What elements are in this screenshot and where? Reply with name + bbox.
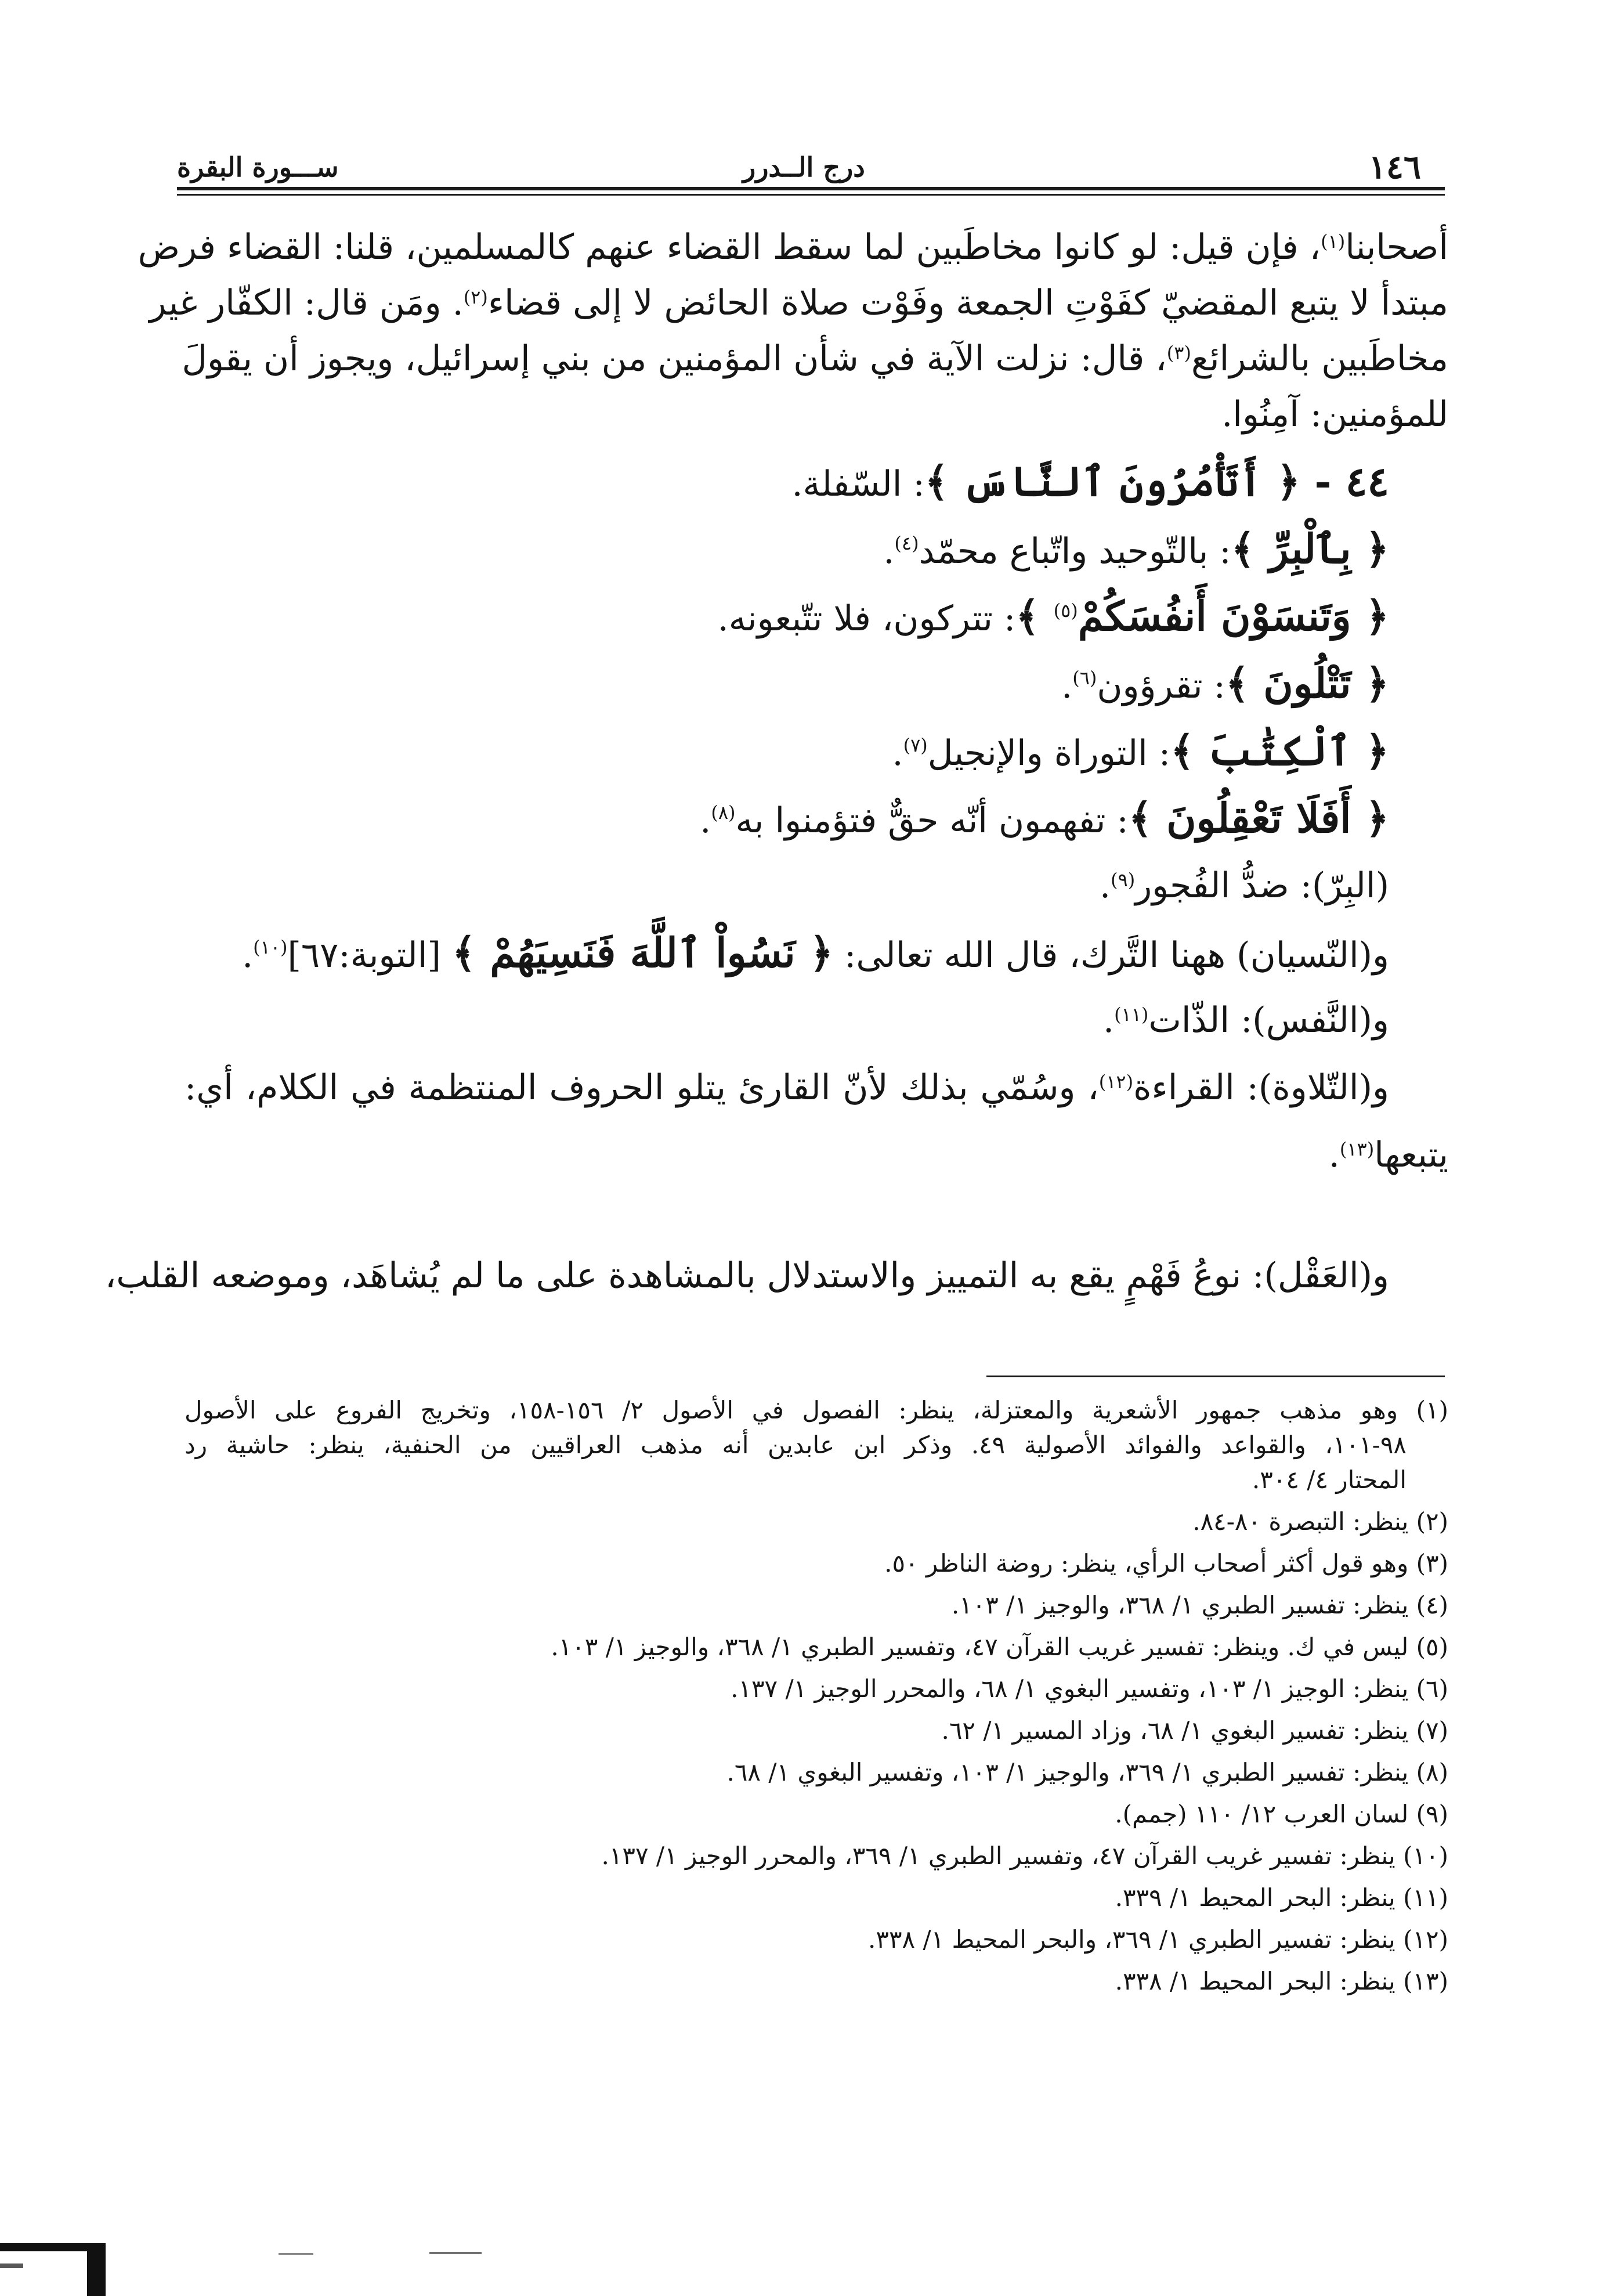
gloss-tilawa: و(التّلاوة): القراءة$^{(١٢)}$، وسُمّي بذلك لأنّ القارئ يتلو الحروف المنتظمة في الكلام، أي: xyxy=(185,1067,1389,1108)
gloss-birr: ﴿ بِٱلْبِرِّ ﴾: بالتّوحيد واتّباع محمّد$^{(٤)}$. xyxy=(883,525,1389,573)
footnote-ref: (١٢) xyxy=(1098,1071,1134,1093)
footnote-ref: (١١) xyxy=(1114,1003,1149,1026)
page-number: ١٤٦ xyxy=(1368,148,1421,186)
footnote-13: (١٣) ينظر: البحر المحيط ١/ ٣٣٨. xyxy=(1115,1967,1448,1995)
footnote-1: (١) وهو مذهب جمهور الأشعرية والمعتزلة، ينظر: الفصول في الأصول ٢/ ١٥٦-١٥٨، وتخريج الفروع على الأصول xyxy=(185,1396,1448,1424)
footnote-rule xyxy=(986,1376,1445,1377)
footnote-2: (٢) ينظر: التبصرة ٨٠-٨٤. xyxy=(1192,1507,1448,1536)
header-rule-thick xyxy=(177,187,1445,190)
gloss-birr-fujur: (البِرّ): ضدُّ الفُجور$^{(٩)}$. xyxy=(1099,865,1389,906)
footnote-ref: (١٣) xyxy=(1339,1138,1375,1160)
footnote-ref: (٣) xyxy=(1166,342,1191,364)
footnote-1-cont: ٩٨-١٠١، والقواعد والفوائد الأصولية ٤٩. وذكر ابن عابدين أنه مذهب العراقيين من الحنفية، ينظر: حاشية رد xyxy=(185,1431,1407,1459)
footnote-1-end: المحتار ٤/ ٣٠٤. xyxy=(1252,1465,1407,1494)
footnote-6: (٦) ينظر: الوجيز ١/ ١٠٣، وتفسير البغوي ١/ ٦٨، والمحرر الوجيز ١/ ١٣٧. xyxy=(731,1674,1448,1703)
footnote-10: (١٠) ينظر: تفسير غريب القرآن ٤٧، وتفسير الطبري ١/ ٣٦٩، والمحرر الوجيز ١/ ١٣٧. xyxy=(601,1842,1448,1870)
footnote-9: (٩) لسان العرب ١٢/ ١١٠ (جمم). xyxy=(1115,1800,1448,1828)
footnote-ref: (٧) xyxy=(903,734,928,756)
footnote-ref: (٨) xyxy=(711,802,736,824)
surah-title: ســـورة البقرة xyxy=(177,151,339,183)
header-rule-thin xyxy=(177,194,1445,196)
body-line-1: أصحابنا$^{(١)}$، فإن قيل: لو كانوا مخاطَبين لما سقط القضاء عنهم كالمسلمين، قلنا: القضاء فرض xyxy=(138,227,1448,268)
quran-quote: ﴿ أَتَأْمُرُونَ ٱلنَّاسَ ﴾ xyxy=(924,457,1300,506)
body-line-2: مبتدأ لا يتبع المقضيّ كفَوْتِ الجمعة وفَوْت صلاة الحائض لا إلى قضاء$^{(٢)}$. ومَن قال: الكفّار غير xyxy=(149,283,1448,323)
scan-mark xyxy=(0,2263,23,2268)
footnote-8: (٨) ينظر: تفسير الطبري ١/ ٣٦٩، والوجيز ١/ ١٠٣، وتفسير البغوي ١/ ٦٨. xyxy=(726,1758,1448,1786)
quran-quote: ﴿ بِٱلْبِرِّ ﴾ xyxy=(1231,525,1389,573)
quran-quote: ﴿ أَفَلَا تَعْقِلُونَ ﴾ xyxy=(1128,794,1389,842)
footnote-11: (١١) ينظر: البحر المحيط ١/ ٣٣٩. xyxy=(1115,1883,1448,1912)
gloss-aql: ﴿ أَفَلَا تَعْقِلُونَ ﴾: تفهمون أنّه حقٌّ فتؤمنوا به$^{(٨)}$. xyxy=(700,794,1389,842)
footnote-ref: (٢) xyxy=(463,286,488,308)
quran-quote: ﴿ وَتَنسَوْنَ أَنفُسَكُمْ xyxy=(1078,592,1389,640)
footnote-ref: (٦) xyxy=(1072,667,1097,689)
quran-quote: ﴿ نَسُواْ ٱللَّهَ فَنَسِيَهُمْ ﴾ xyxy=(452,929,834,977)
book-title: درج الــدرر xyxy=(743,151,865,183)
footnote-12: (١٢) ينظر: تفسير الطبري ١/ ٣٦٩، والبحر المحيط ١/ ٣٣٨. xyxy=(868,1925,1448,1954)
gloss-aql-definition: و(العَقْل): نوعُ فَهْمٍ يقع به التمييز والاستدلال بالمشاهدة على ما لم يُشاهَد، وموضعه القلب، xyxy=(104,1255,1389,1296)
footnote-7: (٧) ينظر: تفسير البغوي ١/ ٦٨، وزاد المسير ١/ ٦٢. xyxy=(941,1716,1448,1745)
footnote-ref: (٥) xyxy=(1053,600,1078,622)
scan-mark xyxy=(429,2252,482,2254)
footnote-ref: (١) xyxy=(1321,230,1346,252)
quran-quote: ﴿ تَتْلُونَ ﴾ xyxy=(1225,659,1389,707)
footnote-4: (٤) ينظر: تفسير الطبري ١/ ٣٦٨، والوجيز ١/ ١٠٣. xyxy=(951,1591,1448,1619)
body-line-3: مخاطَبين بالشرائع$^{(٣)}$، قال: نزلت الآية في شأن المؤمنين من بني إسرائيل، ويجوز أن يقولَ xyxy=(182,338,1448,379)
footnote-ref: (١٠) xyxy=(253,936,288,958)
footnote-3: (٣) وهو قول أكثر أصحاب الرأي، ينظر: روضة الناظر ٥٠. xyxy=(884,1549,1448,1577)
verse-44-entry: ٤٤ - ﴿ أَتَأْمُرُونَ ٱلنَّاسَ ﴾: السّفلة. xyxy=(791,457,1389,506)
gloss-tansawn: ﴿ وَتَنسَوْنَ أَنفُسَكُمْ$^{(٥)}$ ﴾: تتركون، فلا تتّبعونه. xyxy=(717,592,1389,640)
gloss-kitab: ﴿ ٱلْكِتَٰبَ ﴾: التوراة والإنجيل$^{(٧)}$. xyxy=(892,727,1389,775)
gloss-nisyan: و(النّسيان) ههنا التَّرك، قال الله تعالى: ﴿ نَسُواْ ٱللَّهَ فَنَسِيَهُمْ ﴾ [التوبة:٦٧]$^{(١٠)}$. xyxy=(242,929,1389,977)
scan-mark xyxy=(87,2243,106,2296)
scan-mark xyxy=(279,2253,313,2255)
quran-quote: ﴿ ٱلْكِتَٰبَ ﴾ xyxy=(1170,727,1389,775)
gloss-nafs: و(النَّفس): الذّات$^{(١١)}$. xyxy=(1102,1000,1389,1041)
gloss-tatlun: ﴿ تَتْلُونَ ﴾: تقرؤون$^{(٦)}$. xyxy=(1061,659,1389,707)
footnote-ref: (٩) xyxy=(1111,869,1136,891)
footnote-5: (٥) ليس في ك. وينظر: تفسير غريب القرآن ٤٧، وتفسير الطبري ١/ ٣٦٨، والوجيز ١/ ١٠٣. xyxy=(551,1633,1448,1661)
gloss-tilawa-cont: يتبعها$^{(١٣)}$. xyxy=(1328,1135,1448,1175)
footnote-ref: (٤) xyxy=(894,532,919,554)
body-line-4: للمؤمنين: آمِنُوا. xyxy=(1221,394,1448,435)
